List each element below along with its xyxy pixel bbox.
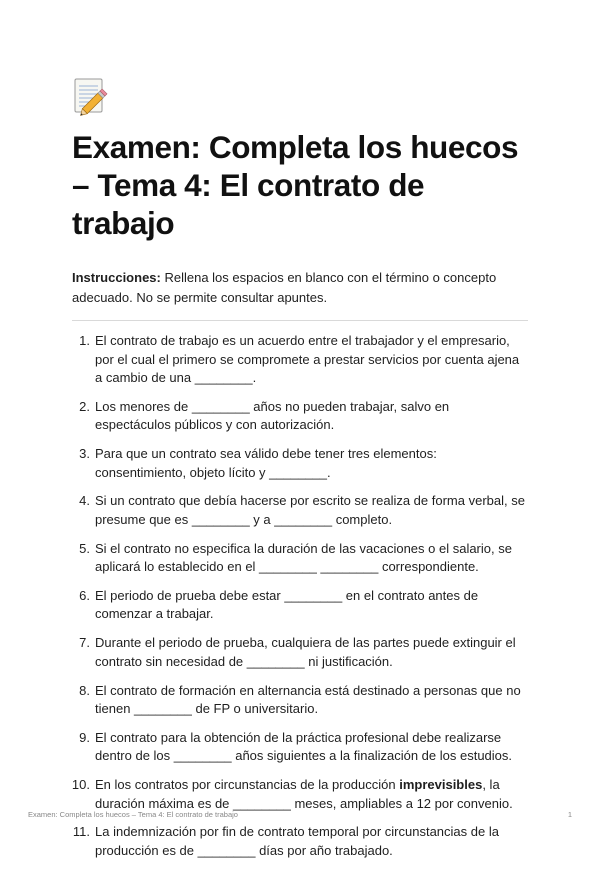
question-number: 6. <box>79 587 90 603</box>
question-item <box>72 398 528 435</box>
question-number: 1. <box>79 333 90 348</box>
question-number: 9. <box>79 729 90 745</box>
question-item <box>72 587 528 624</box>
question-number: 2. <box>79 398 90 414</box>
page-title-line-2: – Tema 4: El contrato de trabajo <box>72 167 425 241</box>
question-text-after: , la duración máxima es de ________ meses, ampliables a 12 por convenio. <box>95 777 513 811</box>
memo-icon <box>72 76 110 116</box>
question-item <box>72 776 528 813</box>
question-number: 5. <box>79 540 90 556</box>
question-emphasis: imprevisibles <box>399 777 483 793</box>
document-page <box>72 76 528 871</box>
question-number: 7. <box>79 635 90 651</box>
question-item <box>72 823 528 860</box>
question-text: El contrato de formación en alternancia está destinado a personas que no tienen ________ de FP o universitario. <box>95 682 521 717</box>
question-text: El periodo de prueba debe estar ________ en el contrato antes de comenzar a trabajar. <box>95 587 479 622</box>
question-number: 4. <box>79 493 90 509</box>
question-item <box>72 492 528 529</box>
page-title <box>72 128 528 242</box>
question-text: Si el contrato no especifica la duración de las vacaciones o el salario, se aplicará lo establecido en el ________ ________ correspondiente. <box>95 540 512 575</box>
question-number: 11. <box>72 824 90 840</box>
question-item <box>72 540 528 577</box>
question-text-before: En los contratos por circunstancias de la producción <box>95 777 400 793</box>
footer-title: Examen: Completa los huecos – Tema 4: El contrato de trabajo <box>28 810 238 819</box>
question-number: 10. <box>71 777 90 793</box>
instructions <box>72 268 528 308</box>
question-item <box>72 634 528 671</box>
question-item <box>72 682 528 719</box>
question-text: Para que un contrato sea válido debe tener tres elementos: consentimiento, objeto lícito y ________. <box>95 446 437 480</box>
question-item <box>72 445 528 482</box>
question-number: 3. <box>79 446 90 462</box>
question-list <box>72 332 528 860</box>
divider <box>72 320 528 321</box>
question-text: Si un contrato que debía hacerse por escrito se realiza de forma verbal, se presume que es ________ y a ________ completo. <box>95 493 525 527</box>
question-text: Los menores de ________ años no pueden trabajar, salvo en espectáculos públicos y con autorización. <box>95 398 450 433</box>
question-text: El contrato para la obtención de la práctica profesional debe realizarse dentro de los ________ años siguientes a la finalización de los estudios. <box>95 729 513 764</box>
question-item <box>72 729 528 766</box>
question-number: 8. <box>79 682 90 698</box>
question-item <box>72 332 528 388</box>
question-text: Durante el periodo de prueba, cualquiera de las partes puede extinguir el contrato sin necesidad de ________ ni justificación. <box>95 635 516 669</box>
page-number: 1 <box>567 810 572 819</box>
instructions-label: Instrucciones: <box>72 270 161 285</box>
question-text: La indemnización por fin de contrato temporal por circunstancias de la producción es de ________ días por año trabajado. <box>95 824 499 858</box>
page-title-line-1: Examen: Completa los huecos <box>72 129 519 165</box>
question-text: El contrato de trabajo es un acuerdo entre el trabajador y el empresario, por el cual el primero se compromete a prestar servicios por cuenta ajena a cambio de una ________. <box>95 333 520 385</box>
instructions-text: Rellena los espacios en blanco con el término o concepto adecuado. No se permite consultar apuntes. <box>72 270 497 305</box>
